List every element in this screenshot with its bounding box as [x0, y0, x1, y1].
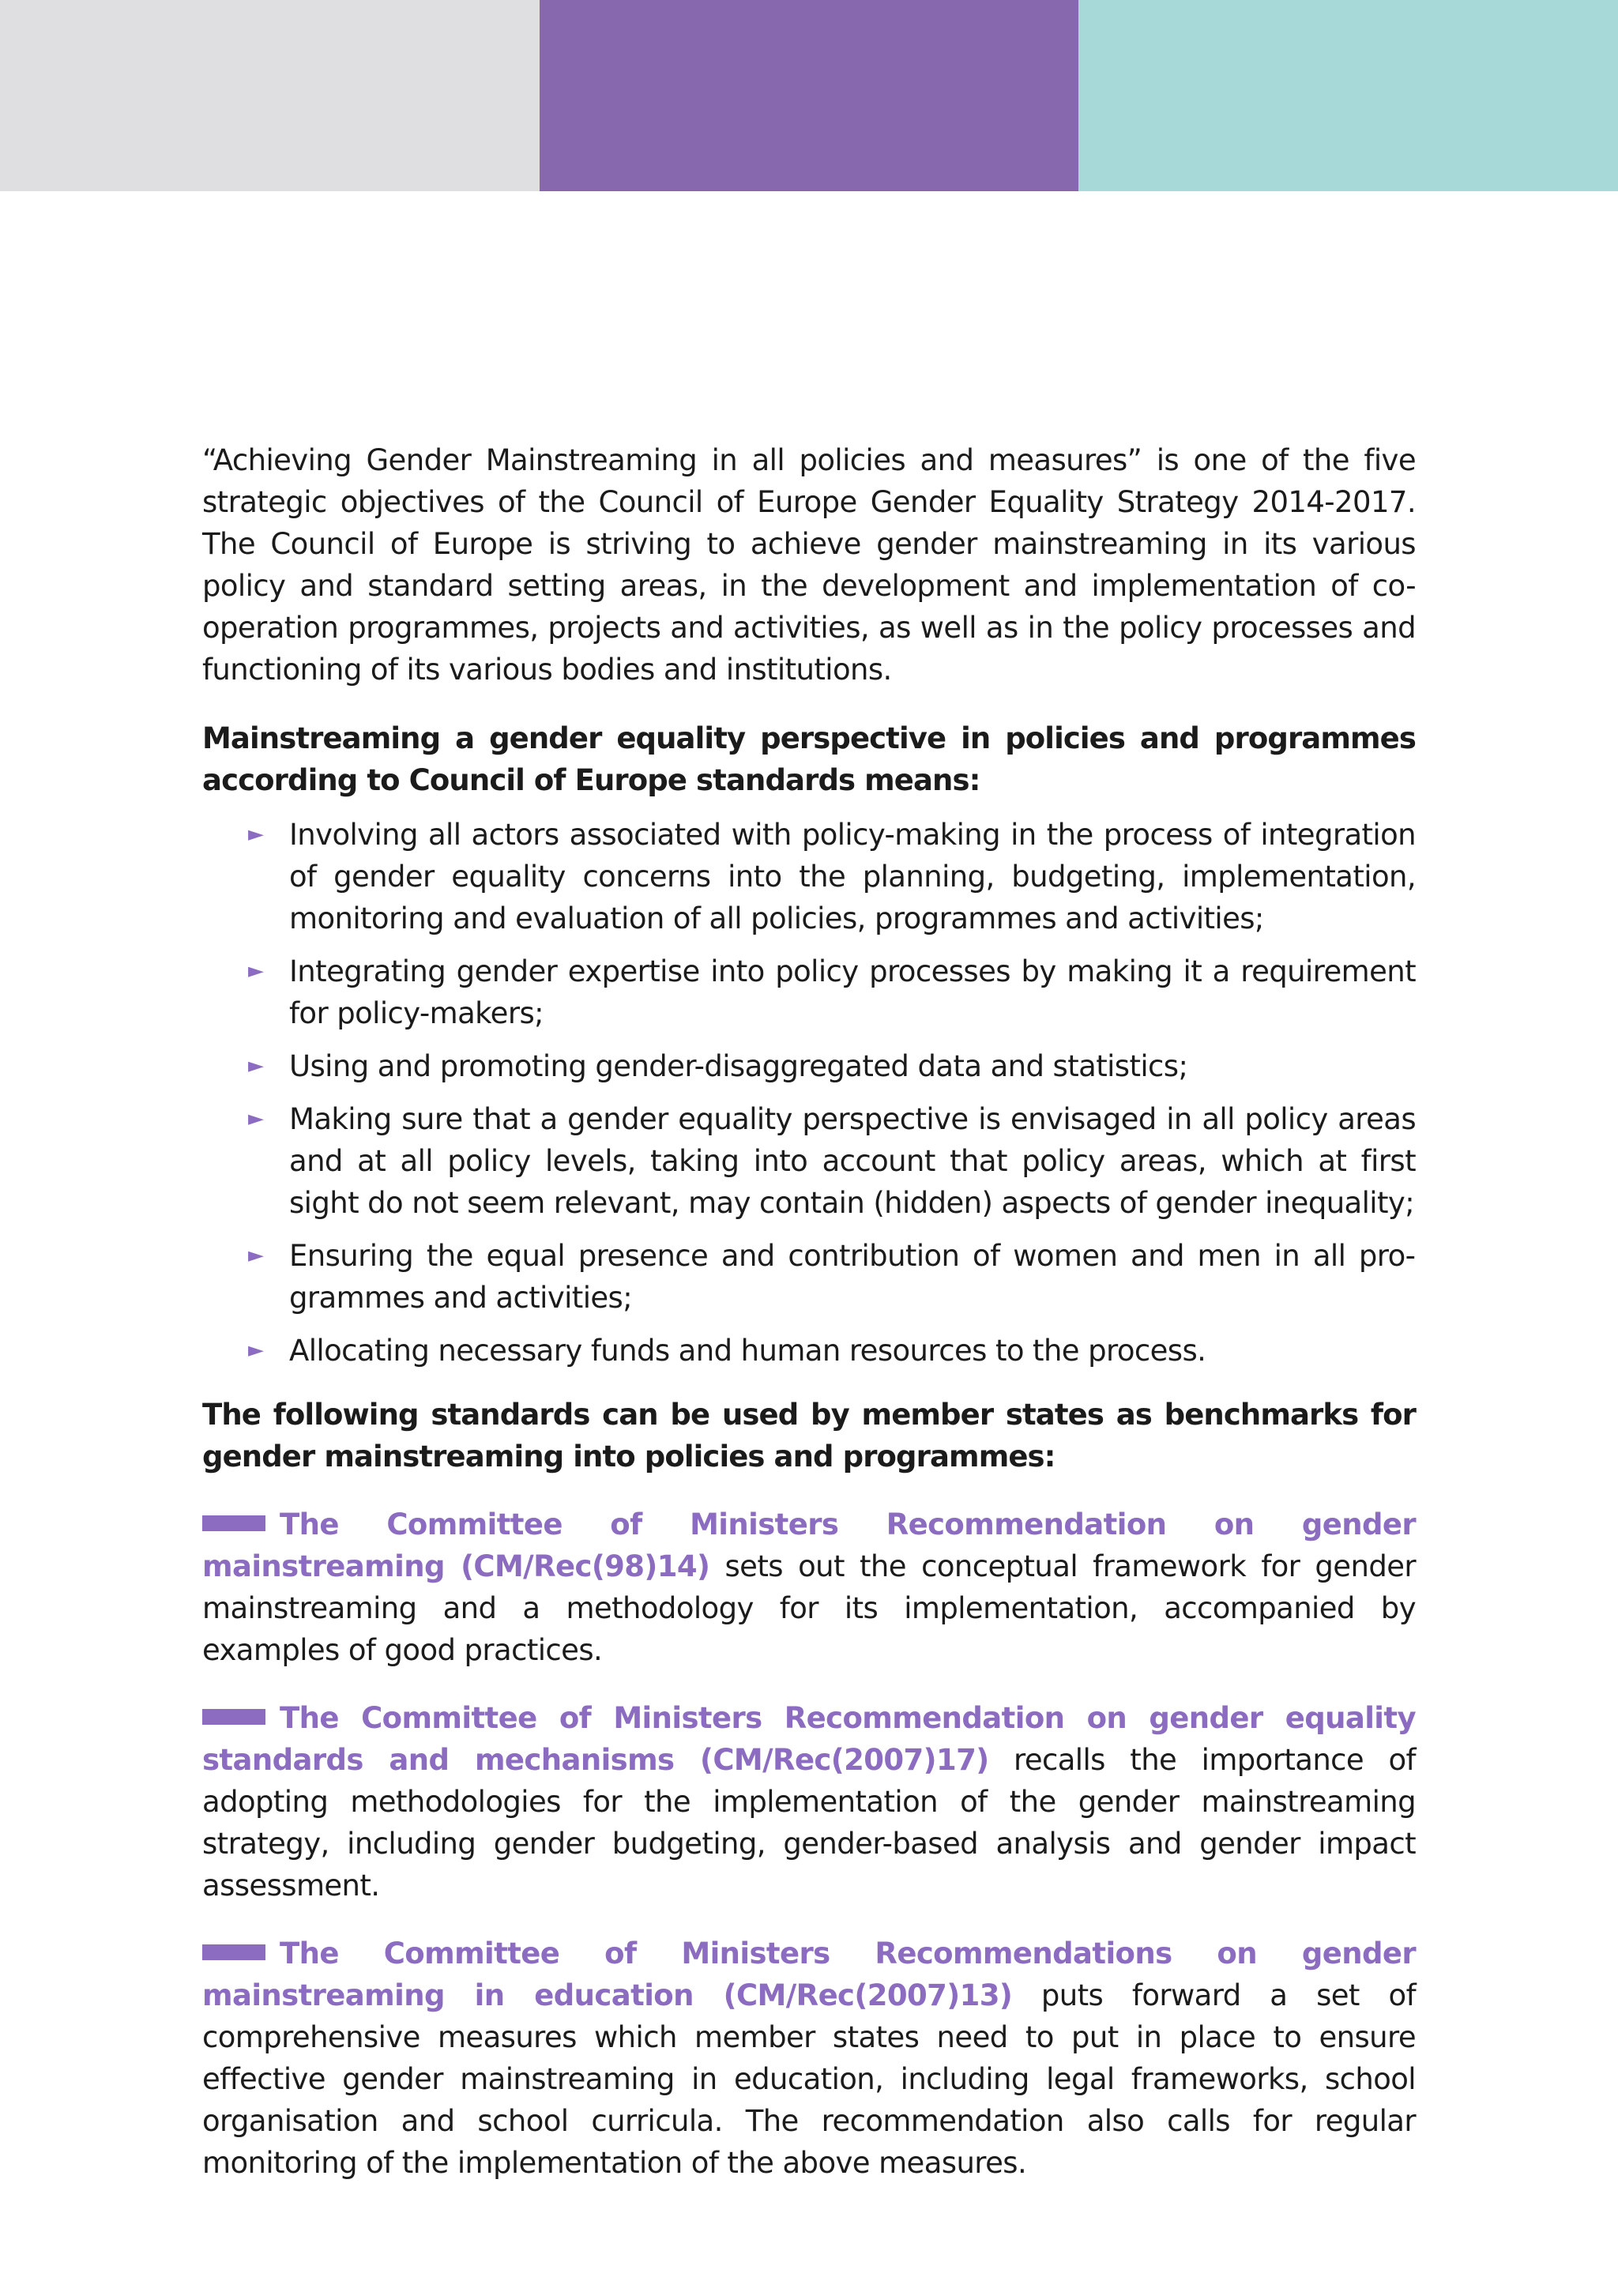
- list-item-text: Involving all actors associated with policy-making in the process of integration of gender equality concerns into the planning, budgeting, implementation, monitoring and evaluation of all policies, programmes and activities;: [289, 818, 1416, 935]
- header-band-grey: [0, 0, 540, 191]
- standard-recommendation-2007-13: [202, 1933, 1416, 2184]
- header-band-teal: [1078, 0, 1618, 191]
- standard-title: The Committee of Ministers Recommendation on gender equality standards and mechanisms (CM/Rec(2007)17): [202, 1701, 1416, 1777]
- list-item: [248, 1098, 1416, 1224]
- bullet-arrow-icon: ►: [248, 1054, 264, 1078]
- bullet-arrow-icon: ►: [248, 1244, 264, 1267]
- section-marker-icon: [202, 1944, 265, 1960]
- intro-paragraph: “Achieving Gender Mainstreaming in all policies and measures” is one of the five strategic objectives of the Council of Europe Gender Equality Strategy 2014-2017. The Council of Europe is striving to achieve gender mainstreaming in its various policy and standard setting areas, in the development and implementation of co-operation programmes, projects and activities, as well as in the policy processes and functioning of its various bodies and institutions.: [202, 443, 1416, 687]
- list-item: [248, 1045, 1416, 1087]
- list-item: [248, 1330, 1416, 1372]
- header-band-purple: [540, 0, 1078, 191]
- standard-title: The Committee of Ministers Recommendations on gender mainstreaming in education (CM/Rec(2007)13): [202, 1937, 1416, 2012]
- standard-text: puts forward a set of comprehensive measures which member states need to put in place to ensure effective gender mainstreaming in education, including legal frameworks, school organisation and school curricula. The recommendation also calls for regular monitoring of the implementation of the above measures.: [202, 1978, 1416, 2180]
- standard-text: sets out the conceptual framework for gender mainstreaming and a methodology for its implementation, accompanied by examples of good practices.: [202, 1549, 1416, 1667]
- section-marker-icon: [202, 1515, 265, 1531]
- list-item: [248, 1235, 1416, 1319]
- section-marker-icon: [202, 1709, 265, 1725]
- bullet-arrow-icon: ►: [248, 1338, 264, 1362]
- mainstreaming-bullet-list: [202, 814, 1416, 1372]
- subheading-mainstreaming-means: Mainstreaming a gender equality perspective in policies and programmes according to Council of Europe standards means:: [202, 721, 1416, 797]
- page-content: [202, 439, 1416, 2210]
- standard-title: The Committee of Ministers Recommendation on gender mainstreaming (CM/Rec(98)14): [202, 1507, 1416, 1583]
- bullet-arrow-icon: ►: [248, 822, 264, 846]
- bullet-arrow-icon: ►: [248, 1107, 264, 1131]
- standard-recommendation-2007-17: [202, 1697, 1416, 1906]
- list-item-text: Integrating gender expertise into policy processes by making it a requirement for policy-makers;: [289, 954, 1416, 1030]
- standard-recommendation-98-14: [202, 1504, 1416, 1671]
- list-item: [248, 814, 1416, 939]
- list-item-text: Allocating necessary funds and human resources to the process.: [289, 1334, 1206, 1368]
- subheading-standards-benchmarks: The following standards can be used by member states as benchmarks for gender mainstreaming into policies and programmes:: [202, 1398, 1416, 1474]
- list-item: [248, 950, 1416, 1034]
- list-item-text: Ensuring the equal presence and contribution of women and men in all programmes and activities;: [289, 1239, 1416, 1315]
- list-item-text: Using and promoting gender-disaggregated data and statistics;: [289, 1049, 1188, 1083]
- bullet-arrow-icon: ►: [248, 959, 264, 983]
- header-color-bands: [0, 0, 1618, 191]
- standard-text: recalls the importance of adopting methodologies for the implementation of the gender mainstreaming strategy, including gender budgeting, gender-based analysis and gender impact assessment.: [202, 1743, 1416, 1903]
- list-item-text: Making sure that a gender equality perspective is envisaged in all policy areas and at all policy levels, taking into account that policy areas, which at first sight do not seem relevant, may contain (hidden) aspects of gender inequality;: [289, 1102, 1416, 1220]
